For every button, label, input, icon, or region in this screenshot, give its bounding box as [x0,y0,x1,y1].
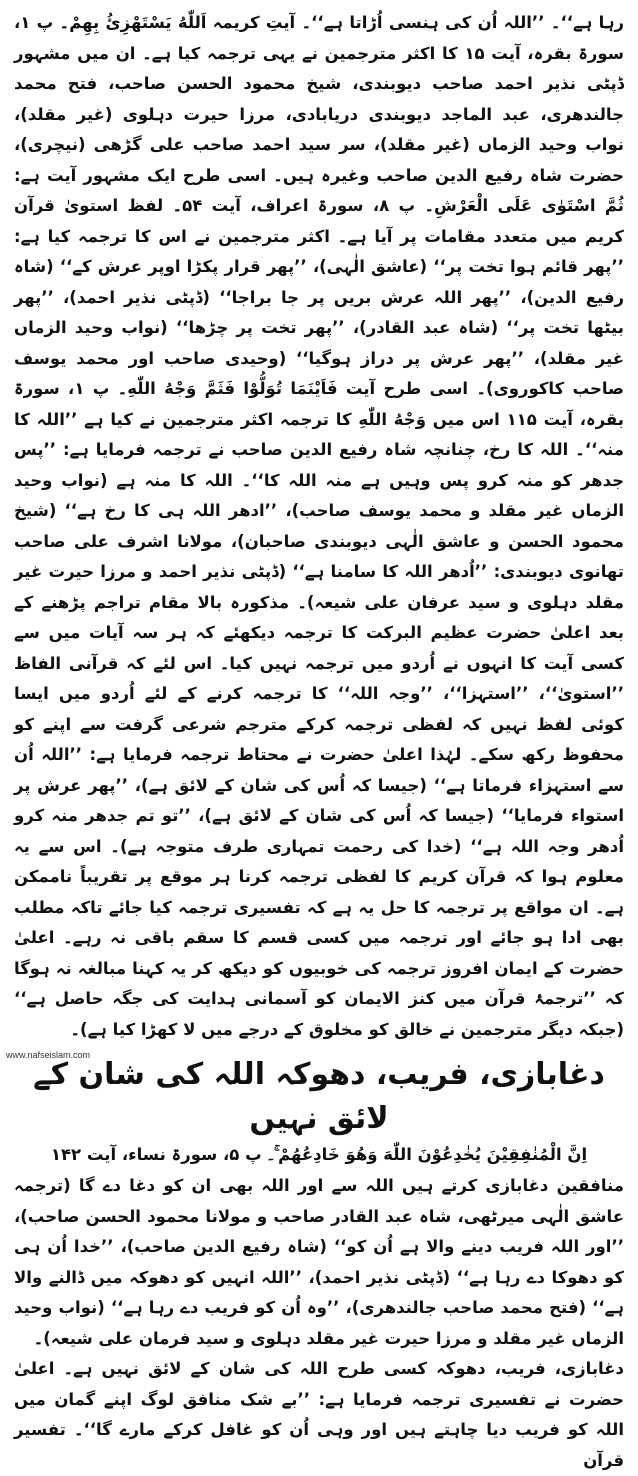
body-paragraph-conclusion: دغابازی، فریب، دھوکہ کسی طرح اللہ کی شان کے لائق نہیں ہے۔ اعلیٰ حضرت نے تفسیری ترجمہ فرمایا ہے: ’’بے شک منافق لوگ اپنے گمان میں اللہ کو فریب دیا چاہتے ہیں اور وہی اُن کو غافل کرکے مارے گا‘‘۔ تفسیر قرآن [14,1359,624,1470]
section-heading: دغابازی، فریب، دھوکہ اللہ کی شان کے لائق نہیں [33,1057,605,1136]
quran-verse-reference: اِنَّ الْمُنٰفِقِيْنَ يُخٰدِعُوْنَ اللّٰهَ وَهُوَ خَادِعُهُمْ ۚ۔ پ ۵، سورۃ نساء، آیت ۱۴۲ [50,1145,588,1164]
body-paragraph-translations: رہا ہے‘‘۔ ’’اللہ اُن کی ہنسی اُڑاتا ہے‘‘۔ آیتِ کریمہ اَللّٰهُ يَسْتَهْزِئُ بِهِمْ۔ پ ۱، سورۃ بقرہ، آیت ۱۵ کا اکثر مترجمین نے یہی ترجمہ کیا ہے۔ ان میں مشہور ڈپٹی نذیر احمد صاحب دیوبندی، شیخ محمود الحسن صاحب، فتح محمد جالندھری، عبد الماجد دیوبندی دریابادی، مرزا حیرت دہلوی (غیر مقلد)، نواب وحید الزماں (غیر مقلد)، سر سید احمد صاحب علی گڑھی (نیچری)، حضرت شاہ رفیع الدین صاحب وغیرہ ہیں۔ اسی طرح ایک مشہور آیت ہے: ثُمَّ اسْتَوٰى عَلَى الْعَرْشِ۔ پ ۸، سورۃ اعراف، آیت ۵۴۔ لفظ استویٰ قرآن کریم میں متعدد مقامات پر آیا ہے۔ اکثر مترجمین نے اس کا ترجمہ کیا ہے: ’’پھر قائم ہوا تخت پر‘‘ (عاشق الٰہی)، ’’پھر قرار پکڑا اوپر عرش کے‘‘ (شاہ رفیع الدین)، ’’پھر اللہ عرش بریں پر جا براجا‘‘ (ڈپٹی نذیر احمد)، ’’پھر بیٹھا تخت پر‘‘ (شاہ عبد القادر)، ’’پھر تخت پر چڑھا‘‘ (نواب وحید الزماں غیر مقلد)، ’’پھر عرش پر دراز ہوگیا‘‘ (وحیدی صاحب اور محمد یوسف صاحب کاکوروی)۔ اسی طرح آیت فَاَيْنَمَا تُوَلُّوْا فَثَمَّ وَجْهُ اللّٰهِ۔ پ ۱، سورۃ بقرہ، آیت ۱۱۵ اس میں وَجْهُ اللّٰهِ کا ترجمہ اکثر مترجمین نے کیا ہے ’’اللہ کا منہ‘‘۔ اللہ کا رخ، چنانچہ شاہ رفیع الدین صاحب نے ترجمہ فرمایا ہے: ’’پس جدھر کو منہ کرو پس وہیں ہے منہ اللہ کا‘‘۔ اللہ کا منہ ہے (نواب وحید الزماں غیر مقلد و محمد یوسف صاحب)، ’’ادھر اللہ ہی کا رخ ہے‘‘ (شیخ محمود الحسن و عاشق الٰہی دیوبندی صاحبان)، مولانا اشرف علی صاحب تھانوی دیوبندی: ’’اُدھر اللہ کا سامنا ہے‘‘ (ڈپٹی نذیر احمد و مرزا حیرت غیر مقلد دہلوی و سید عرفان علی شیعہ)۔ مذکورہ بالا مقام تراجم پڑھنے کے بعد اعلیٰ حضرت عظیم البرکت کا ترجمہ دیکھئے کہ ہر سہ آیات میں سے کسی آیت کا انہوں نے اُردو میں ترجمہ نہیں کیا۔ اس لئے کہ قرآنی الفاظ ’’استویٰ‘‘، ’’استہزا‘‘، ’’وجہ اللہ‘‘ کا ترجمہ کرنے کے لئے اُردو میں ایسا کوئی لفظ نہیں کہ لفظی ترجمہ کرکے مترجم شرعی گرفت سے اپنے کو محفوظ رکھ سکے۔ لہٰذا اعلیٰ حضرت نے محتاط ترجمہ فرمایا ہے: ’’اللہ اُن سے استہزاء فرماتا ہے‘‘ (جیسا کہ اُس کی شان کے لائق ہے)، ’’پھر عرش پر استواء فرمایا‘‘ (جیسا کہ اُس کی شان کے لائق ہے)، ’’تو تم جدھر منہ کرو اُدھر وجہ اللہ ہے‘‘ (خدا کی رحمت تمہاری طرف متوجہ ہے)۔ اس سے یہ معلوم ہوا کہ قرآن کریم کا لفظی ترجمہ کرنا ہر موقع پر تقریباً ناممکن ہے۔ ان مواقع پر ترجمہ کا حل یہ ہے کہ تفسیری ترجمہ کیا جائے تاکہ مطلب بھی ادا ہو جائے اور ترجمہ میں کسی قسم کا سقم باقی نہ رہے۔ اعلیٰ حضرت کے ایمان افروز ترجمہ کی خوبیوں کو دیکھ کر یہ کہنا مبالغہ نہ ہوگا کہ ’’ترجمۂ قرآن میں کنز الایمان کو آسمانی ہدایت کی جگہ حاصل ہے‘‘ (جبکہ دیگر مترجمین نے خالق کو مخلوق کے درجے میں لا کھڑا کیا ہے)۔ [14,13,624,1039]
body-paragraph-munafiqin: منافقین دغابازی کرتے ہیں اللہ سے اور اللہ بھی ان کو دغا دے گا (ترجمہ عاشق الٰہی میرٹھی، شاہ عبد القادر صاحب و مولانا محمود الحسن صاحب)، ’’اور اللہ فریب دینے والا ہے اُن کو‘‘ (شاہ رفیع الدین صاحب)، ’’خدا اُن ہی کو دھوکا دے رہا ہے‘‘ (ڈپٹی نذیر احمد)، ’’اللہ انہیں کو دھوکہ میں ڈالنے والا ہے‘‘ (فتح محمد صاحب جالندھری)، ’’وہ اُن کو فریب دے رہا ہے‘‘ (نواب وحید الزماں غیر مقلد و مرزا حیرت غیر مقلد دہلوی و سید فرمان علی شیعہ)۔ [14,1176,624,1348]
site-watermark: www.nafseislam.com [6,1050,91,1060]
